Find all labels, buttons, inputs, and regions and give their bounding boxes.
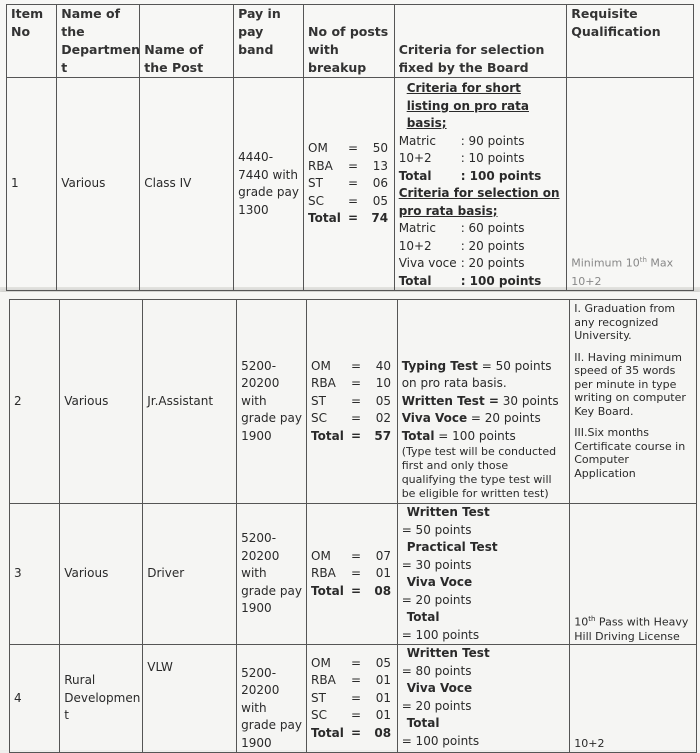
pay-band: 4440-7440 with grade pay 1300: [234, 78, 304, 291]
posts-breakup: OM = 50 RBA = 13 ST = 06 SC = 05 Total = 74: [304, 78, 395, 291]
header-department: Name of the Departmen t: [57, 5, 140, 78]
item-no: 2: [10, 300, 60, 504]
table-row: [10, 300, 697, 504]
post-name: Class IV: [140, 78, 234, 291]
selection-criteria: Typing Test = 50 points on pro rata basis. Written Test = 30 points Viva Voce = 20 points Total = 100 points (Type test will be conducted first and only those qualifying the type test will be eligible for written test): [397, 300, 570, 504]
post-name: VLW: [143, 645, 237, 753]
table-row: [7, 78, 694, 291]
table-row: [10, 504, 697, 645]
pay-band: 5200-20200 with grade pay 1900: [237, 300, 307, 504]
department: Various: [60, 504, 143, 645]
posts-table-top: [6, 4, 694, 291]
header-criteria: Criteria for selection fixed by the Board: [394, 5, 567, 78]
qualification: 10th Pass with Heavy Hill Driving License: [570, 504, 697, 645]
posts-breakup: OM = 07 RBA = 01 Total = 08: [307, 504, 398, 645]
post-name: Jr.Assistant: [143, 300, 237, 504]
qualification: I. Graduation from any recognized University. II. Having minimum speed of 35 words per minute in type writing on computer Key Board. III.Six months Certificate course in Computer Application: [570, 300, 697, 504]
item-no: 3: [10, 504, 60, 645]
pay-band: 5200-20200 with grade pay 1900: [237, 645, 307, 753]
table-header-row: [7, 5, 694, 78]
selection-heading: Criteria for selection on pro rata basis;: [398, 186, 560, 218]
post-name: Driver: [143, 504, 237, 645]
posts-breakup: OM = 05 RBA = 01 ST = 01 SC = 01 Total = 08: [307, 645, 398, 753]
criteria-note: (Type test will be conducted first and only those qualifying the type test will be eligible for written test): [401, 445, 557, 500]
department: Various: [60, 300, 143, 504]
header-item-no: Item No: [7, 5, 57, 78]
header-pay-band: Pay in pay band: [234, 5, 304, 78]
department: Various: [57, 78, 140, 291]
posts-table-bottom: [9, 299, 697, 753]
header-posts-breakup: No of posts with breakup: [304, 5, 395, 78]
header-qualification: Requisite Qualification: [567, 5, 694, 78]
posts-breakup: OM = 40 RBA = 10 ST = 05 SC = 02 Total = 57: [307, 300, 398, 504]
item-no: 4: [10, 645, 60, 753]
item-no: 1: [7, 78, 57, 291]
selection-criteria: Criteria for short listing on pro rata basis; Matric : 90 points 10+2 : 10 points Total : 100 points Criteria for selection on pro rata basis; Matric : 60 points 10+2 : 20 points Viva voce : 20 points Total : 100 points: [394, 78, 567, 291]
selection-criteria: Written Test = 50 points Practical Test = 30 points Viva Voce = 20 points Total = 100 points: [397, 504, 570, 645]
department: Rural Developmen t: [60, 645, 143, 753]
qualification: 10+2: [570, 645, 697, 753]
table-row: [10, 645, 697, 753]
selection-criteria: Written Test = 80 points Viva Voce = 20 points Total = 100 points: [397, 645, 570, 753]
qualification: Minimum 10th Max 10+2: [567, 78, 694, 291]
shortlist-heading: Criteria for short listing on pro rata basis;: [406, 81, 529, 130]
pay-band: 5200-20200 with grade pay 1900: [237, 504, 307, 645]
header-post: Name of the Post: [140, 5, 234, 78]
